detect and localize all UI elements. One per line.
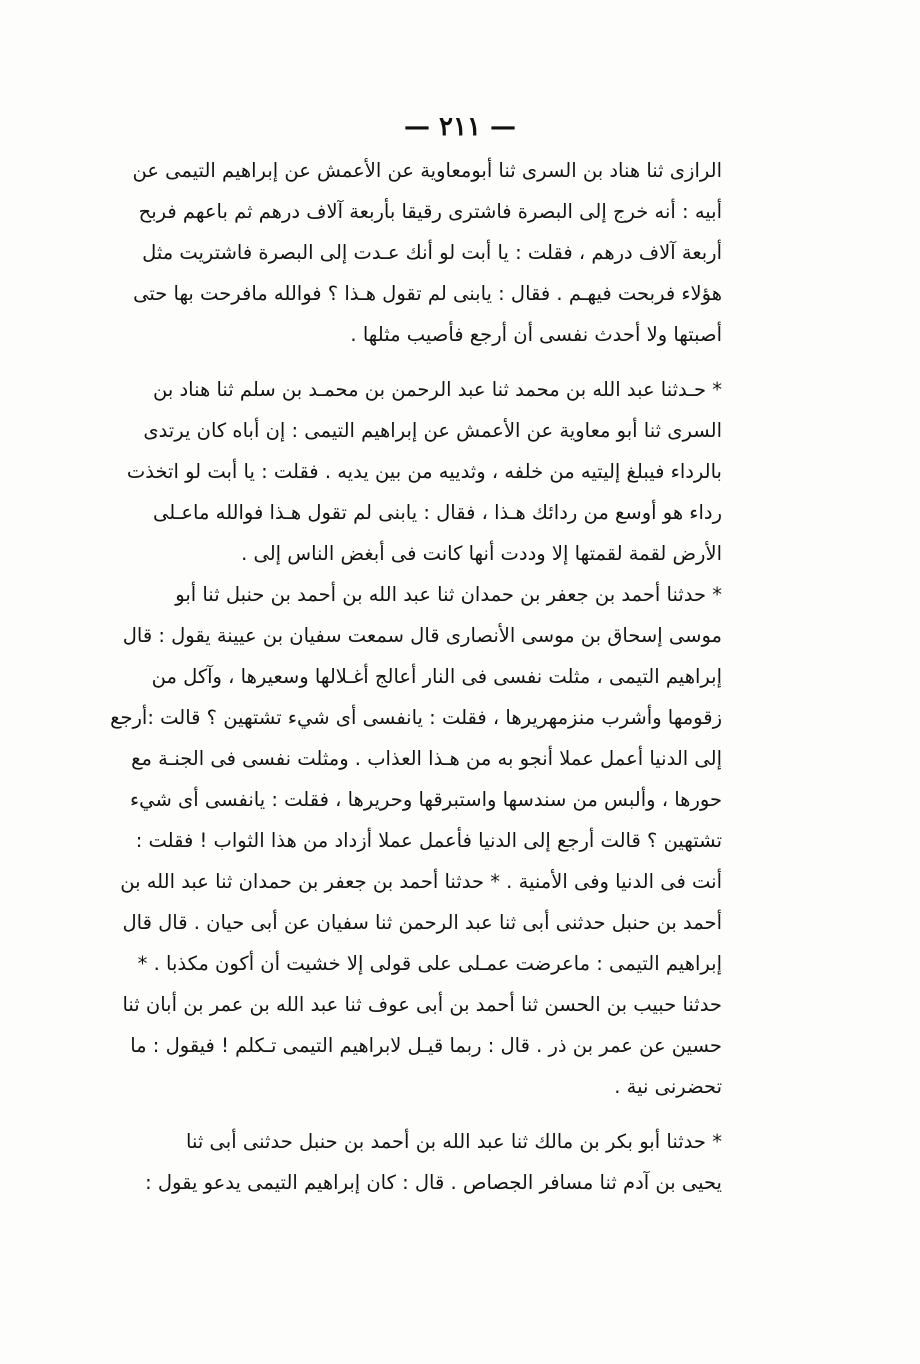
paragraph-1 [132, 150, 722, 355]
text-line: موسى إسحاق بن موسى الأنصارى قال سمعت سفيان بن عيينة يقول : قال [122, 624, 722, 647]
text-line: إبراهيم التيمى : ماعرضت عمـلى على قولى إلا خشيت أن أكون مكذبا . * [137, 952, 722, 975]
text-line: أنت فى الدنيا وفى الأمنية . * حدثنا أحمد بن جعفر بن حمدان ثنا عبد الله بن [120, 870, 722, 893]
page-body [110, 150, 722, 1203]
text-line: السرى ثنا أبو معاوية عن الأعمش عن إبراهيم التيمى : إن أباه كان يرتدى [143, 419, 722, 442]
text-line: إبراهيم التيمى ، مثلت نفسى فى النار أعالج أغـلالها وسعيرها ، وآكل من [151, 665, 722, 688]
text-line: بالرداء فيبلغ إليتيه من خلفه ، وثدييه من بين يديه . فقلت : يا أبت لو اتخذت [126, 460, 722, 483]
text-line: الأرض لقمة لقمتها إلا وددت أنها كانت فى أبغض الناس إلى . [241, 542, 722, 565]
text-line: زقومها وأشرب منزمهريرها ، فقلت : يانفسى أى شيء تشتهين ؟ قالت :أرجع [110, 706, 722, 729]
text-line: أصبتها ولا أحدث نفسى أن أرجع فأصيب مثلها . [350, 323, 722, 346]
text-line: هؤلاء فربحت فيهـم . فقال : يابنى لم تقول هـذا ؟ فوالله مافرحت بها حتى [133, 282, 722, 305]
text-line: حورها ، وألبس من سندسها واستبرقها وحريرها ، فقلت : يانفسى أى شيء [130, 788, 722, 811]
text-line: إلى الدنيا أعمل عملا أنجو به من هـذا العذاب . ومثلت نفسى فى الجنـة مع [131, 747, 722, 770]
text-line: الرازى ثنا هناد بن السرى ثنا أبومعاوية عن الأعمش عن إبراهيم التيمى عن [132, 159, 722, 182]
text-line: رداء هو أوسع من ردائك هـذا ، فقال : يابنى لم تقول هـذا فوالله ماعـلى [153, 501, 722, 524]
text-line: حسين عن عمر بن ذر . قال : ربما قيـل لابراهيم التيمى تـكلم ! فيقول : ما [130, 1034, 722, 1057]
text-line: يحيى بن آدم ثنا مسافر الجصاص . قال : كان إبراهيم التيمى يدعو يقول : [145, 1171, 722, 1194]
text-line: تشتهين ؟ قالت أرجع إلى الدنيا فأعمل عملا أزداد من هذا الثواب ! فقلت : [135, 829, 722, 852]
paragraph-4 [145, 1121, 722, 1203]
text-line: أربعة آلاف درهم ، فقلت : يا أبت لو أنك عـدت إلى البصرة فاشتريت مثل [142, 241, 722, 264]
text-line: أبيه : أنه خرج إلى البصرة فاشترى رقيقا بأربعة آلاف درهم ثم باعهم فربح [138, 200, 722, 223]
text-line: أحمد بن حنبل حدثنى أبى ثنا عبد الرحمن ثنا سفيان عن أبى حيان . قال قال [122, 911, 722, 934]
text-line: * حدثنا أحمد بن جعفر بن حمدان ثنا عبد الله بن أحمد بن حنبل ثنا أبو [175, 583, 722, 606]
text-line: * حدثنا أبو بكر بن مالك ثنا عبد الله بن أحمد بن حنبل حدثنى أبى ثنا [186, 1130, 722, 1153]
text-line: * حـدثنا عبد الله بن محمد ثنا عبد الرحمن بن محمـد بن سلم ثنا هناد بن [152, 378, 722, 401]
paragraph-3 [110, 574, 722, 1107]
text-line: تحضرنى نية . [614, 1075, 722, 1098]
page-number: — ٢١١ — [403, 112, 517, 142]
paragraph-2 [126, 369, 722, 574]
text-line: حدثنا حبيب بن الحسن ثنا أحمد بن أبى عوف ثنا عبد الله بن عمر بن أبان ثنا [122, 993, 722, 1016]
